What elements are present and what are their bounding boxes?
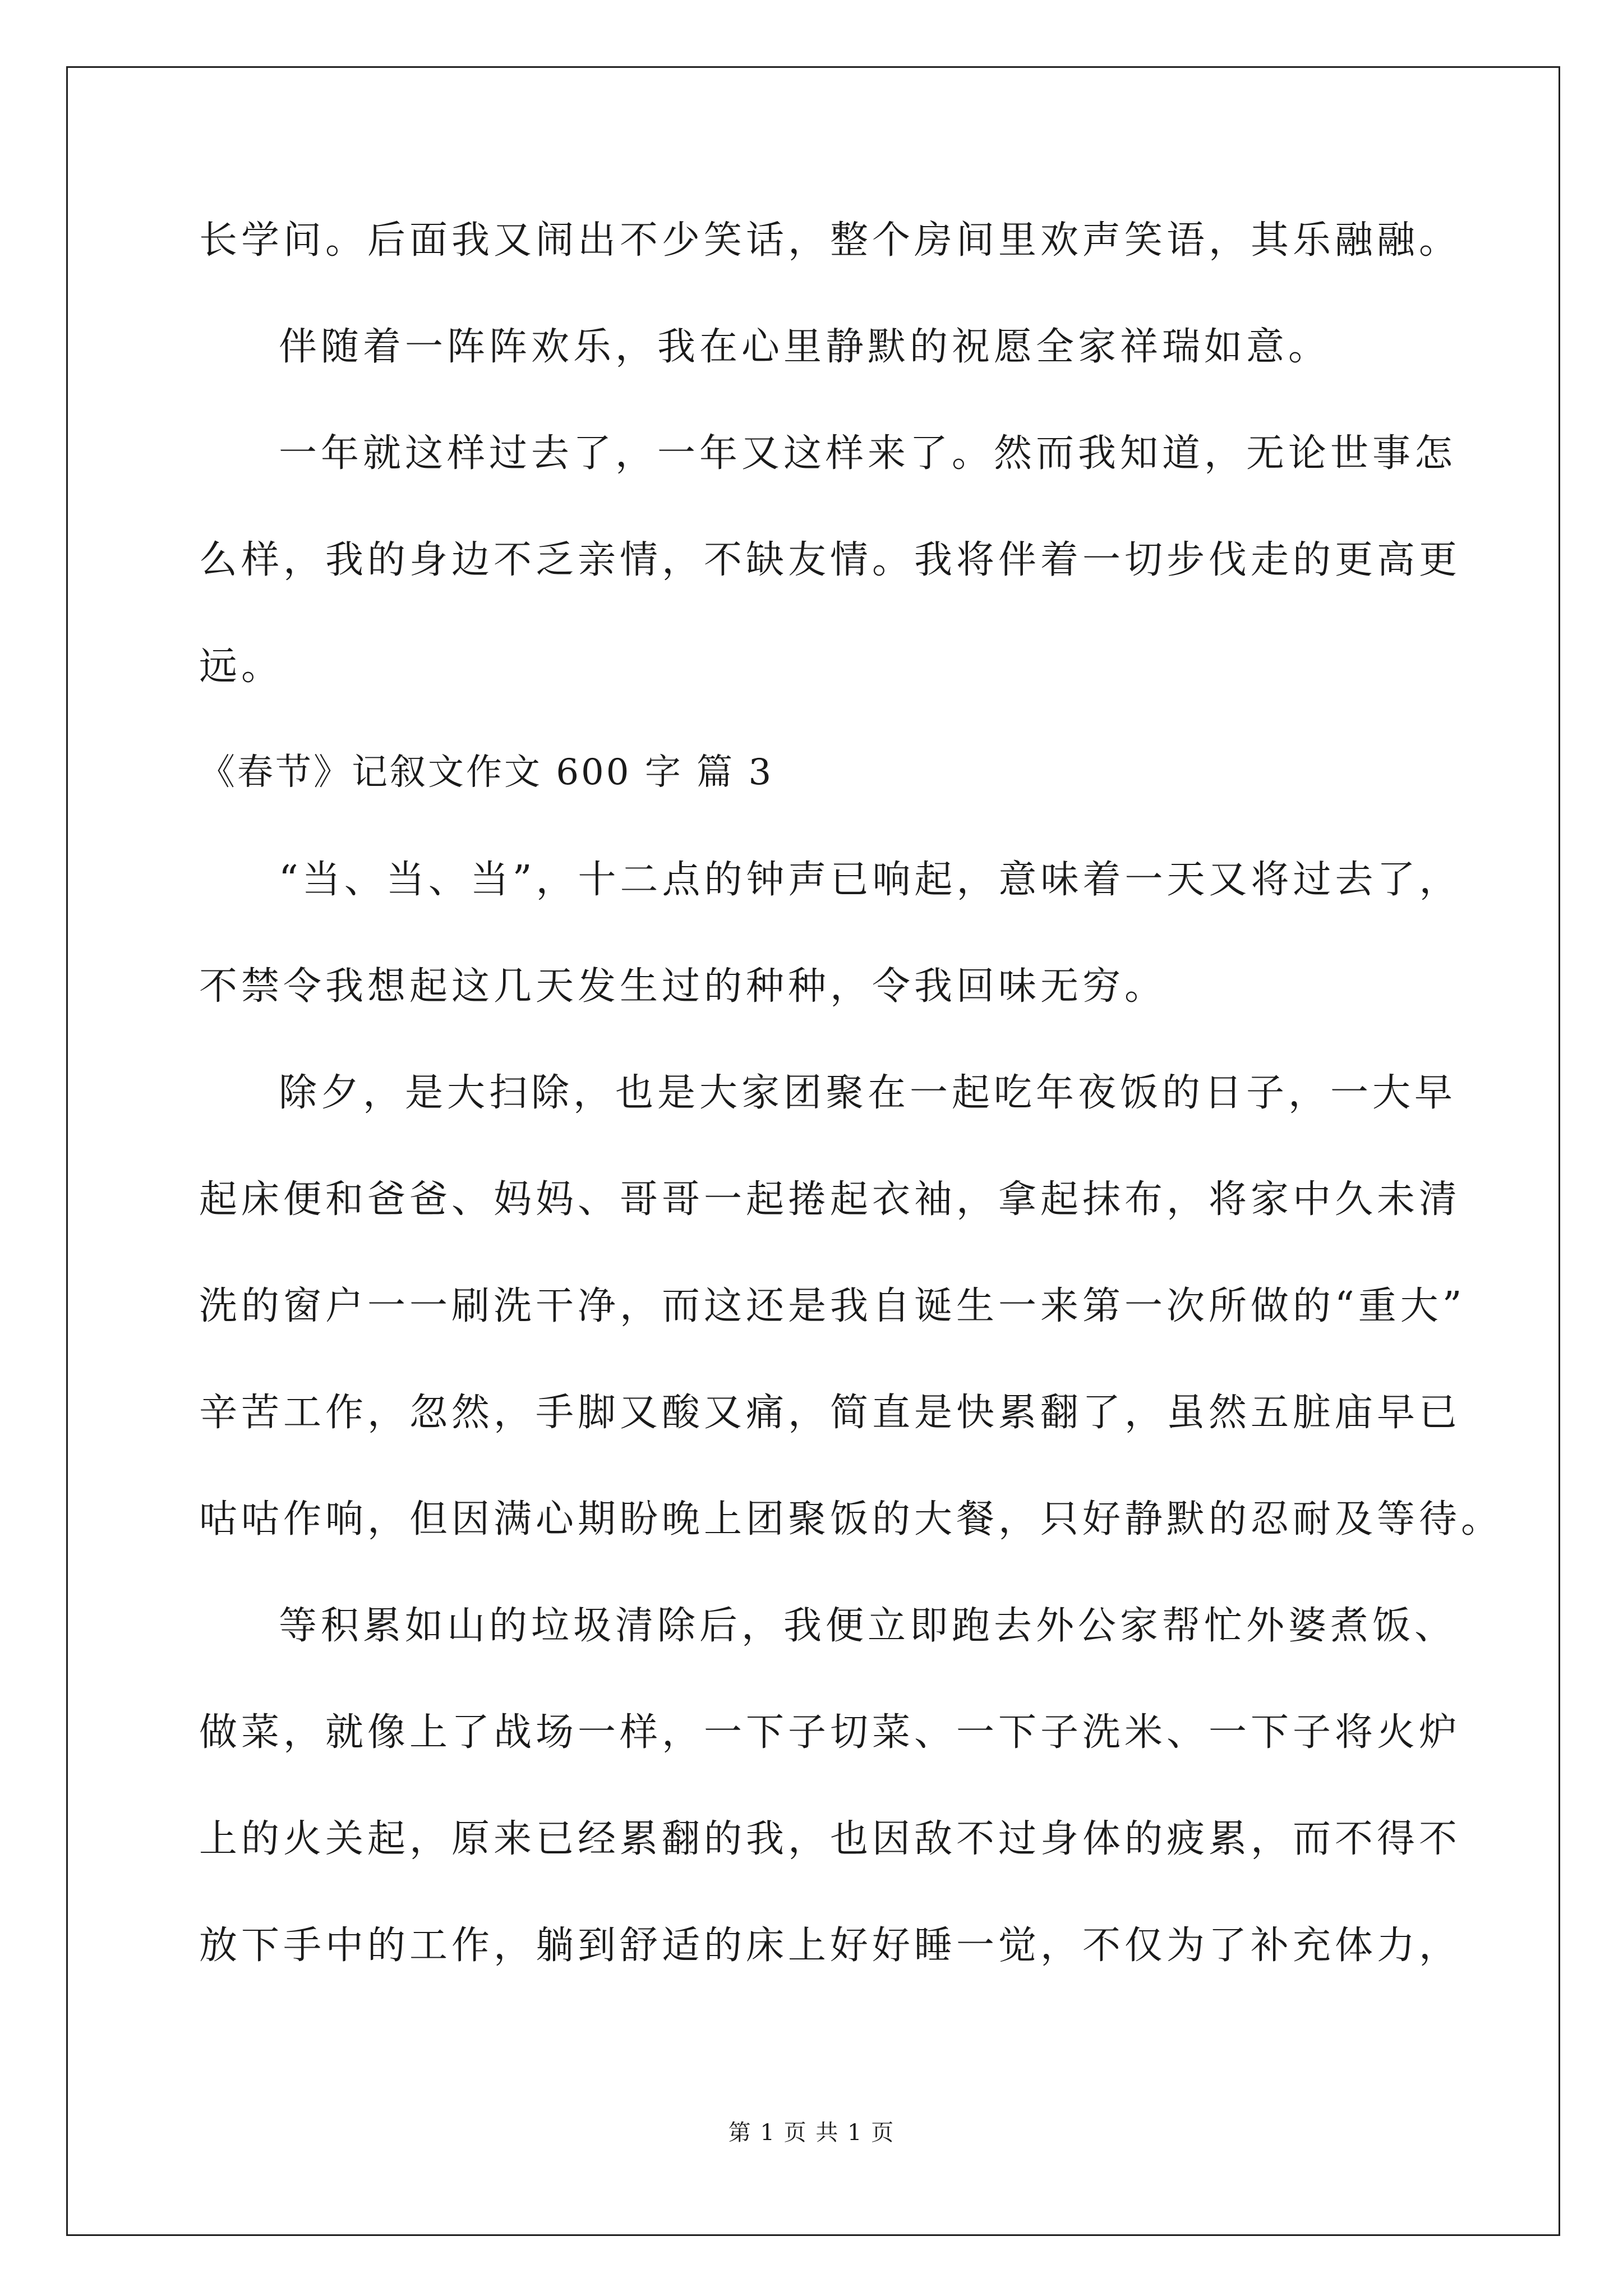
text-line: 远。 — [199, 645, 284, 689]
text-line: 一年就这样过去了，一年又这样来了。然而我知道，无论世事怎 — [279, 431, 1457, 476]
text-line: 起床便和爸爸、妈妈、哥哥一起捲起衣袖，拿起抹布，将家中久未清 — [199, 1177, 1461, 1222]
text-line: 洗的窗户一一刷洗干净，而这还是我自诞生一来第一次所做的“重大” — [199, 1284, 1466, 1328]
text-line: “当、当、当”，十二点的钟声已响起，意味着一天又将过去了， — [279, 858, 1461, 902]
text-line: 除夕，是大扫除，也是大家团聚在一起吃年夜饭的日子，一大早 — [279, 1071, 1457, 1115]
page-footer: 第 1 页 共 1 页 — [728, 2120, 895, 2146]
text-line: 伴随着一阵阵欢乐，我在心里静默的祝愿全家祥瑞如意。 — [279, 325, 1331, 369]
text-line: 辛苦工作，忽然，手脚又酸又痛，简直是快累翻了，虽然五脏庙早已 — [199, 1391, 1461, 1435]
text-line: 放下手中的工作，躺到舒适的床上好好睡一觉，不仅为了补充体力， — [199, 1924, 1461, 1968]
text-line: 不禁令我想起这几天发生过的种种，令我回味无穷。 — [199, 964, 1167, 1009]
text-line: 等积累如山的垃圾清除后，我便立即跑去外公家帮忙外婆煮饭、 — [279, 1604, 1457, 1648]
text-line: 长学问。后面我又闹出不少笑话，整个房间里欢声笑语，其乐融融。 — [199, 218, 1461, 263]
page-border — [66, 66, 1560, 2236]
section-heading: 《春节》记叙文作文 600 字 篇 3 — [199, 752, 774, 793]
text-line: 么样，我的身边不乏亲情，不缺友情。我将伴着一切步伐走的更高更 — [199, 538, 1461, 582]
text-line: 做菜，就像上了战场一样，一下子切菜、一下子洗米、一下子将火炉 — [199, 1710, 1461, 1755]
text-line: 上的火关起，原来已经累翻的我，也因敌不过身体的疲累，而不得不 — [199, 1817, 1461, 1861]
text-line: 咕咕作响，但因满心期盼晚上团聚饭的大餐，只好静默的忍耐及等待。 — [199, 1497, 1504, 1542]
